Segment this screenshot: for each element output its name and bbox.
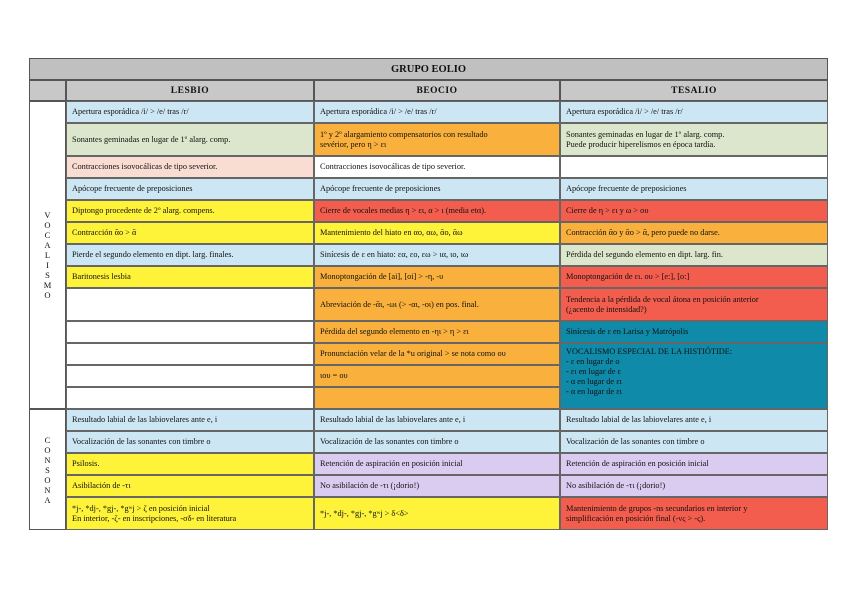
cell-text: Contracciones isovocálicas de tipo severior. (72, 162, 218, 171)
cell-text: Apertura esporádica /i/ > /e/ tras /r/ (72, 107, 189, 116)
cell-beocio (314, 222, 560, 244)
header-tesalio: TESALIO (560, 80, 828, 101)
cell-text: Contracciones isovocálicas de tipo severior. (320, 162, 466, 171)
cell-beocio (314, 387, 560, 409)
column-header-row (29, 80, 828, 101)
cell-text: Apócope frecuente de preposiciones (566, 184, 687, 193)
cell-tesalio (560, 321, 828, 343)
cell-lesbio (66, 365, 314, 387)
cell-text: Pérdida del segundo elemento en -ηι > η > ει (320, 327, 469, 336)
cell-beocio (314, 101, 560, 123)
cell-beocio (314, 178, 560, 200)
cell-tesalio (560, 453, 828, 475)
section-letter: C (44, 230, 51, 240)
section-letter: C (44, 434, 51, 445)
cell-lesbio (66, 101, 314, 123)
cell-tesalio (560, 409, 828, 431)
section-letter: O (44, 444, 51, 455)
header-corner (29, 80, 66, 101)
section-letter: O (44, 290, 51, 300)
cell-text: Sonantes geminadas en lugar de 1º alarg. comp. Puede producir hiperelismos en época tardía. (566, 129, 725, 149)
cell-text: Contracción ᾱο > ᾱ (72, 228, 137, 237)
cell-text: Abreviación de -ᾱι, -ωι (> -αι, -οι) en pos. final. (320, 299, 479, 309)
cell-text: Apertura esporádica /i/ > /e/ tras /r/ (320, 107, 437, 116)
cell-beocio (314, 497, 560, 530)
cell-beocio (314, 321, 560, 343)
section-consonantismo (29, 409, 66, 530)
cell-text: Apertura esporádica /i/ > /e/ tras /r/ (566, 107, 683, 116)
cell-beocio (314, 365, 560, 387)
cell-text: Contracción ᾱο y ᾱο > ᾱ, pero puede no darse. (566, 228, 720, 237)
cell-text: 1º y 2º alargamiento compensatorios con resultado sevérior, pero η > ει (320, 129, 488, 149)
cell-lesbio (66, 123, 314, 156)
cell-tesalio (560, 123, 828, 156)
cell-text: Pronunciación velar de la *u original > se nota como ου (320, 349, 506, 358)
cell-beocio (314, 200, 560, 222)
cell-lesbio (66, 266, 314, 288)
cell-text: Apócope frecuente de preposiciones (320, 184, 441, 193)
cell-text: Monoptongación de [ai], [oi] > -η, -υ (320, 272, 444, 281)
cell-beocio (314, 409, 560, 431)
cell-lesbio (66, 453, 314, 475)
cell-lesbio (66, 178, 314, 200)
section-letter: S (45, 270, 50, 280)
cell-beocio (314, 288, 560, 321)
cell-lesbio (66, 321, 314, 343)
header-lesbio: LESBIO (66, 80, 314, 101)
header-beocio: BEOCIO (314, 80, 560, 101)
cell-text: Diptongo procedente de 2º alarg. compens. (72, 206, 215, 215)
section-letter: I (46, 260, 49, 270)
table-title: GRUPO EOLIO (29, 58, 828, 80)
section-letter: N (44, 454, 51, 465)
cell-beocio (314, 244, 560, 266)
cell-text: Retención de aspiración en posición inicial (566, 459, 709, 468)
cell-tesalio (560, 497, 828, 530)
cell-lesbio (66, 343, 314, 365)
section-letter: V (44, 210, 51, 220)
cell-text: No asibilación de -τι (¡dorio!) (566, 481, 666, 490)
cell-tesalio (560, 200, 828, 222)
cell-text: Vocalización de las sonantes con timbre o (72, 437, 211, 446)
cell-tesalio (560, 431, 828, 453)
cell-lesbio (66, 244, 314, 266)
cell-text: Vocalización de las sonantes con timbre o (566, 437, 705, 446)
cell-lesbio (66, 497, 314, 530)
cell-text: Monoptongación de ει. ου > [e:], [o:] (566, 272, 690, 281)
cell-lesbio (66, 156, 314, 178)
cell-text: Tendencia a la pérdida de vocal átona en posición anterior (¿acento de intensidad?) (566, 294, 759, 314)
section-letter: L (44, 250, 51, 260)
cell-tesalio (560, 475, 828, 497)
cell-text: Pierde el segundo elemento en dipt. larg. finales. (72, 250, 234, 259)
cell-text: Resultado labial de las labiovelares ante e, i (320, 415, 466, 424)
cell-text: *j-, *dj-, *gj-, *gʷj > ζ en posición inicial En interior, -ζ- en inscripciones, -σδ- en literatura (72, 503, 237, 523)
cell-beocio (314, 431, 560, 453)
section-letter: M (43, 280, 52, 290)
cell-lesbio (66, 288, 314, 321)
cell-text: Mantenimiento de grupos -ns secundarios en interior y simplificación en posición final (-νς > -ς). (566, 503, 748, 523)
cell-beocio (314, 266, 560, 288)
cell-lesbio (66, 431, 314, 453)
cell-text: Resultado labial de las labiovelares ante e, i (566, 415, 712, 424)
cell-lesbio (66, 200, 314, 222)
cell-text: No asibilación de -τι (¡dorio!) (320, 481, 420, 490)
grupo-eolio-table (29, 58, 828, 534)
cell-text: Pérdida del segundo elemento en dipt. larg. fin. (566, 250, 723, 259)
cell-lesbio (66, 222, 314, 244)
cell-text: Cierre de η > ει y ω > ου (566, 206, 649, 215)
cell-text: Baritonesis lesbia (72, 272, 131, 281)
cell-tesalio (560, 156, 828, 178)
cell-lesbio (66, 387, 314, 409)
cell-beocio (314, 123, 560, 156)
cell-text: Sinícesis de ε en hiato: εα, εο, εω > ια, ιο, ιω (320, 250, 469, 259)
cell-tesalio (560, 244, 828, 266)
cell-beocio (314, 453, 560, 475)
cell-text: Retención de aspiración en posición inicial (320, 459, 463, 468)
cell-text: Cierre de vocales medias η > ει, α > ι (media etα). (320, 206, 487, 215)
cell-text: ιου = ου (320, 371, 348, 380)
cell-tesalio (560, 222, 828, 244)
cell-tesalio (560, 266, 828, 288)
cell-beocio (314, 475, 560, 497)
cell-text: *j-, *dj-, *gj-, *gʷj > δ<δ> (320, 508, 409, 518)
cell-tesalio (560, 101, 828, 123)
section-letter: O (44, 474, 51, 485)
cell-text: Psilosis. (72, 459, 100, 468)
cell-tesalio (560, 178, 828, 200)
cell-text: Apócope frecuente de preposiciones (72, 184, 193, 193)
cell-text: Resultado labial de las labiovelares ante e, i (72, 415, 218, 424)
cell-text: Sonantes geminadas en lugar de 1º alarg. comp. (72, 134, 231, 144)
section-letter: A (44, 240, 51, 250)
section-letter: O (44, 220, 51, 230)
cell-tesalio (560, 343, 828, 409)
cell-text: Mantenimiento del hiato en αο, αω, ᾱο, ᾱω (320, 228, 463, 237)
section-vocalismo (29, 101, 66, 409)
cell-beocio (314, 156, 560, 178)
cell-text: Sinícesis de ε en Larisa y Matrópolis (566, 327, 689, 336)
cell-text: Vocalización de las sonantes con timbre o (320, 437, 459, 446)
cell-lesbio (66, 409, 314, 431)
cell-beocio (314, 343, 560, 365)
cell-text: VOCALISMO ESPECIAL DE LA HISTIÓTIDE: - ε en lugar de ο - ει en lugar de ε - α en lugar de ει - α en lugar de ει (566, 347, 733, 396)
section-letter: A (44, 494, 51, 505)
cell-tesalio (560, 288, 828, 321)
section-letter: N (44, 484, 51, 495)
cell-text: Asibilación de -τι (72, 481, 131, 490)
cell-lesbio (66, 475, 314, 497)
section-letter: S (45, 464, 50, 475)
